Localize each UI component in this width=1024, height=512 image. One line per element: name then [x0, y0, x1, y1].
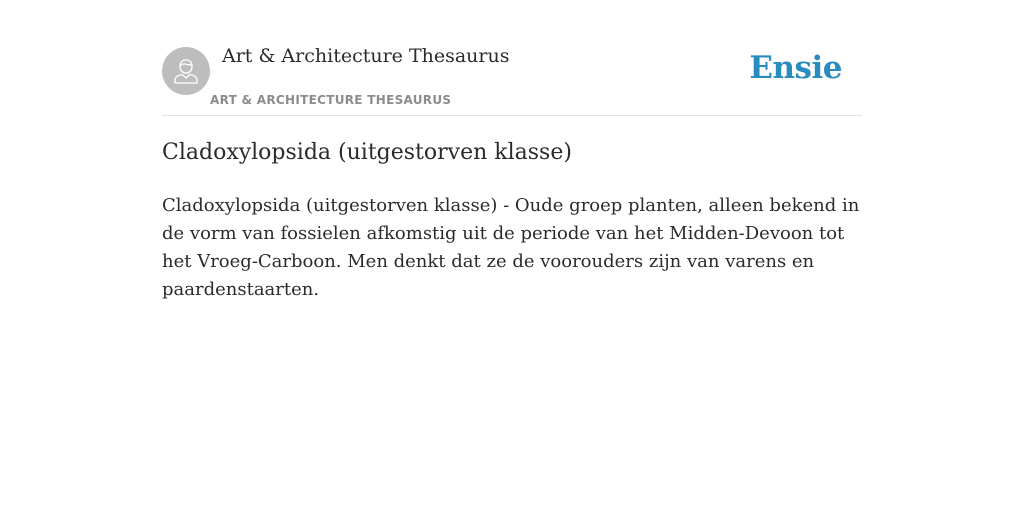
avatar[interactable]	[162, 47, 210, 95]
author-subtitle[interactable]: ART & ARCHITECTURE THESAURUS	[210, 93, 452, 107]
user-icon	[171, 56, 201, 86]
definition-card	[162, 0, 862, 300]
author-name[interactable]: Art & Architecture Thesaurus	[222, 45, 510, 67]
card-header	[162, 0, 862, 116]
page-title: Cladoxylopsida (uitgestorven klasse)	[162, 140, 572, 165]
definition-text: Cladoxylopsida (uitgestorven klasse) - Oude groep planten, alleen bekend in de vorm van fossielen afkomstig uit de periode van het Midden-Devoon tot het Vroeg-Carboon. Men denkt dat ze de voorouders zijn van varens en paardenstaarten.	[162, 195, 860, 300]
ensie-logo[interactable]: Ensie	[749, 50, 842, 86]
